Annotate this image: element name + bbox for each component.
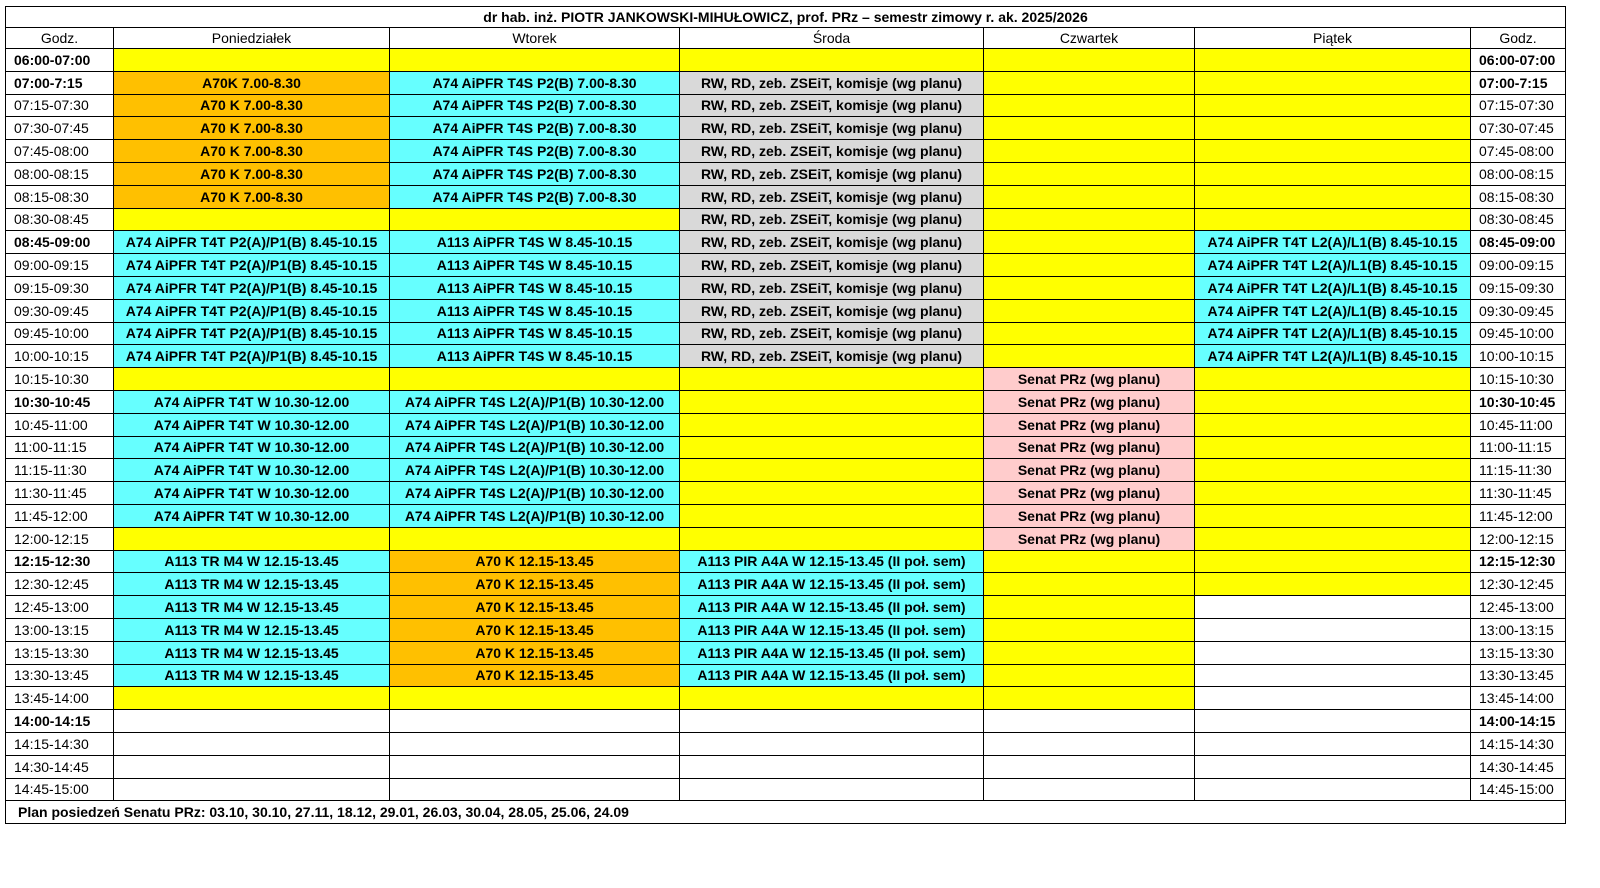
time-slot-row xyxy=(6,208,1566,231)
schedule-cell-thursday xyxy=(984,778,1195,801)
time-label-right: 07:00-7:15 xyxy=(1471,71,1566,94)
time-label-left: 12:00-12:15 xyxy=(6,527,114,550)
schedule-cell-thursday xyxy=(984,573,1195,596)
schedule-cell-tuesday: A74 AiPFR T4S L2(A)/P1(B) 10.30-12.00 xyxy=(390,390,680,413)
schedule-cell-tuesday: A70 K 12.15-13.45 xyxy=(390,596,680,619)
schedule-table xyxy=(5,6,1566,824)
schedule-cell-monday: A70 K 7.00-8.30 xyxy=(114,162,390,185)
schedule-cell-tuesday: A74 AiPFR T4S P2(B) 7.00-8.30 xyxy=(390,94,680,117)
time-slot-row xyxy=(6,254,1566,277)
schedule-cell-monday: A70 K 7.00-8.30 xyxy=(114,140,390,163)
time-slot-row xyxy=(6,550,1566,573)
schedule-cell-tuesday xyxy=(390,49,680,72)
time-slot-row xyxy=(6,527,1566,550)
schedule-cell-thursday xyxy=(984,550,1195,573)
schedule-cell-wednesday: A113 PIR A4A W 12.15-13.45 (II poł. sem) xyxy=(680,641,984,664)
schedule-cell-friday xyxy=(1195,459,1471,482)
schedule-cell-tuesday xyxy=(390,208,680,231)
time-label-right: 11:30-11:45 xyxy=(1471,482,1566,505)
schedule-cell-wednesday: RW, RD, zeb. ZSEiT, komisje (wg planu) xyxy=(680,345,984,368)
time-label-right: 10:00-10:15 xyxy=(1471,345,1566,368)
time-label-left: 13:30-13:45 xyxy=(6,664,114,687)
schedule-cell-monday: A74 AiPFR T4T W 10.30-12.00 xyxy=(114,459,390,482)
schedule-cell-monday xyxy=(114,49,390,72)
schedule-cell-tuesday: A113 AiPFR T4S W 8.45-10.15 xyxy=(390,276,680,299)
schedule-cell-monday xyxy=(114,208,390,231)
time-label-left: 08:45-09:00 xyxy=(6,231,114,254)
time-label-left: 09:45-10:00 xyxy=(6,322,114,345)
schedule-cell-monday xyxy=(114,778,390,801)
schedule-cell-tuesday xyxy=(390,710,680,733)
schedule-cell-tuesday: A113 AiPFR T4S W 8.45-10.15 xyxy=(390,322,680,345)
schedule-cell-friday xyxy=(1195,755,1471,778)
schedule-cell-thursday xyxy=(984,276,1195,299)
schedule-cell-friday: A74 AiPFR T4T L2(A)/L1(B) 8.45-10.15 xyxy=(1195,254,1471,277)
schedule-cell-thursday xyxy=(984,641,1195,664)
header-hours-right: Godz. xyxy=(1471,28,1566,49)
schedule-cell-friday xyxy=(1195,596,1471,619)
time-label-left: 10:15-10:30 xyxy=(6,368,114,391)
schedule-cell-monday: A74 AiPFR T4T P2(A)/P1(B) 8.45-10.15 xyxy=(114,322,390,345)
time-label-left: 12:45-13:00 xyxy=(6,596,114,619)
schedule-cell-monday xyxy=(114,368,390,391)
time-label-left: 11:45-12:00 xyxy=(6,504,114,527)
time-slot-row xyxy=(6,185,1566,208)
schedule-cell-friday xyxy=(1195,687,1471,710)
time-slot-row xyxy=(6,94,1566,117)
header-wednesday: Środa xyxy=(680,28,984,49)
schedule-cell-friday xyxy=(1195,436,1471,459)
time-slot-row xyxy=(6,345,1566,368)
schedule-cell-friday xyxy=(1195,641,1471,664)
schedule-cell-thursday: Senat PRz (wg planu) xyxy=(984,459,1195,482)
time-label-right: 12:30-12:45 xyxy=(1471,573,1566,596)
time-label-left: 07:45-08:00 xyxy=(6,140,114,163)
schedule-cell-wednesday xyxy=(680,755,984,778)
schedule-cell-thursday xyxy=(984,322,1195,345)
time-label-right: 11:00-11:15 xyxy=(1471,436,1566,459)
time-label-left: 06:00-07:00 xyxy=(6,49,114,72)
header-monday: Poniedziałek xyxy=(114,28,390,49)
schedule-cell-monday xyxy=(114,710,390,733)
schedule-cell-monday: A74 AiPFR T4T W 10.30-12.00 xyxy=(114,482,390,505)
schedule-cell-thursday: Senat PRz (wg planu) xyxy=(984,436,1195,459)
schedule-cell-thursday xyxy=(984,185,1195,208)
senate-meetings-note: Plan posiedzeń Senatu PRz: 03.10, 30.10, 27.11, 18.12, 29.01, 26.03, 30.04, 28.05, 25.06, 24.09 xyxy=(6,801,1566,824)
schedule-cell-monday: A74 AiPFR T4T P2(A)/P1(B) 8.45-10.15 xyxy=(114,299,390,322)
schedule-cell-thursday xyxy=(984,299,1195,322)
schedule-cell-tuesday: A70 K 12.15-13.45 xyxy=(390,664,680,687)
time-label-right: 13:15-13:30 xyxy=(1471,641,1566,664)
schedule-cell-tuesday: A74 AiPFR T4S L2(A)/P1(B) 10.30-12.00 xyxy=(390,504,680,527)
schedule-cell-thursday: Senat PRz (wg planu) xyxy=(984,482,1195,505)
schedule-cell-monday: A74 AiPFR T4T W 10.30-12.00 xyxy=(114,390,390,413)
time-label-right: 09:30-09:45 xyxy=(1471,299,1566,322)
schedule-cell-monday: A113 TR M4 W 12.15-13.45 xyxy=(114,664,390,687)
schedule-cell-wednesday: RW, RD, zeb. ZSEiT, komisje (wg planu) xyxy=(680,254,984,277)
schedule-cell-thursday xyxy=(984,117,1195,140)
time-slot-row xyxy=(6,436,1566,459)
schedule-cell-monday: A74 AiPFR T4T W 10.30-12.00 xyxy=(114,413,390,436)
time-slot-row xyxy=(6,664,1566,687)
schedule-cell-wednesday: RW, RD, zeb. ZSEiT, komisje (wg planu) xyxy=(680,71,984,94)
time-label-left: 12:30-12:45 xyxy=(6,573,114,596)
schedule-cell-thursday xyxy=(984,664,1195,687)
time-label-right: 10:30-10:45 xyxy=(1471,390,1566,413)
schedule-cell-friday: A74 AiPFR T4T L2(A)/L1(B) 8.45-10.15 xyxy=(1195,276,1471,299)
schedule-cell-tuesday: A113 AiPFR T4S W 8.45-10.15 xyxy=(390,254,680,277)
schedule-cell-friday xyxy=(1195,185,1471,208)
time-label-left: 10:30-10:45 xyxy=(6,390,114,413)
schedule-cell-thursday xyxy=(984,94,1195,117)
time-slot-row xyxy=(6,231,1566,254)
schedule-cell-wednesday: RW, RD, zeb. ZSEiT, komisje (wg planu) xyxy=(680,185,984,208)
schedule-cell-friday xyxy=(1195,550,1471,573)
time-slot-row xyxy=(6,778,1566,801)
schedule-cell-tuesday: A70 K 12.15-13.45 xyxy=(390,550,680,573)
time-label-right: 14:00-14:15 xyxy=(1471,710,1566,733)
schedule-cell-wednesday: A113 PIR A4A W 12.15-13.45 (II poł. sem) xyxy=(680,573,984,596)
time-label-left: 11:00-11:15 xyxy=(6,436,114,459)
time-label-right: 09:15-09:30 xyxy=(1471,276,1566,299)
schedule-cell-monday: A113 TR M4 W 12.15-13.45 xyxy=(114,641,390,664)
schedule-cell-monday: A113 TR M4 W 12.15-13.45 xyxy=(114,573,390,596)
schedule-cell-tuesday: A74 AiPFR T4S L2(A)/P1(B) 10.30-12.00 xyxy=(390,413,680,436)
time-label-left: 08:30-08:45 xyxy=(6,208,114,231)
schedule-cell-monday xyxy=(114,687,390,710)
time-label-left: 07:30-07:45 xyxy=(6,117,114,140)
time-slot-row xyxy=(6,710,1566,733)
time-slot-row xyxy=(6,459,1566,482)
time-label-right: 07:15-07:30 xyxy=(1471,94,1566,117)
schedule-cell-wednesday: RW, RD, zeb. ZSEiT, komisje (wg planu) xyxy=(680,322,984,345)
time-slot-row xyxy=(6,117,1566,140)
schedule-cell-tuesday: A74 AiPFR T4S L2(A)/P1(B) 10.30-12.00 xyxy=(390,482,680,505)
time-label-left: 14:45-15:00 xyxy=(6,778,114,801)
time-slot-row xyxy=(6,299,1566,322)
schedule-cell-friday xyxy=(1195,413,1471,436)
schedule-cell-monday: A74 AiPFR T4T W 10.30-12.00 xyxy=(114,504,390,527)
schedule-cell-tuesday xyxy=(390,687,680,710)
time-label-right: 10:15-10:30 xyxy=(1471,368,1566,391)
time-label-left: 11:30-11:45 xyxy=(6,482,114,505)
time-slot-row xyxy=(6,276,1566,299)
schedule-cell-monday: A70 K 7.00-8.30 xyxy=(114,94,390,117)
schedule-cell-tuesday: A70 K 12.15-13.45 xyxy=(390,618,680,641)
schedule-cell-tuesday: A74 AiPFR T4S L2(A)/P1(B) 10.30-12.00 xyxy=(390,459,680,482)
schedule-cell-wednesday xyxy=(680,687,984,710)
schedule-cell-friday: A74 AiPFR T4T L2(A)/L1(B) 8.45-10.15 xyxy=(1195,299,1471,322)
schedule-cell-tuesday: A74 AiPFR T4S P2(B) 7.00-8.30 xyxy=(390,140,680,163)
time-slot-row xyxy=(6,504,1566,527)
schedule-cell-friday xyxy=(1195,618,1471,641)
schedule-cell-wednesday xyxy=(680,368,984,391)
time-label-left: 09:30-09:45 xyxy=(6,299,114,322)
schedule-cell-wednesday: A113 PIR A4A W 12.15-13.45 (II poł. sem) xyxy=(680,618,984,641)
schedule-cell-friday xyxy=(1195,732,1471,755)
schedule-cell-monday xyxy=(114,527,390,550)
schedule-cell-monday: A113 TR M4 W 12.15-13.45 xyxy=(114,618,390,641)
schedule-cell-tuesday: A74 AiPFR T4S L2(A)/P1(B) 10.30-12.00 xyxy=(390,436,680,459)
schedule-cell-monday: A74 AiPFR T4T P2(A)/P1(B) 8.45-10.15 xyxy=(114,254,390,277)
time-slot-row xyxy=(6,573,1566,596)
header-row xyxy=(6,28,1566,49)
schedule-cell-thursday: Senat PRz (wg planu) xyxy=(984,504,1195,527)
time-slot-row xyxy=(6,162,1566,185)
header-tuesday: Wtorek xyxy=(390,28,680,49)
schedule-cell-thursday xyxy=(984,618,1195,641)
time-slot-row xyxy=(6,322,1566,345)
schedule-cell-friday xyxy=(1195,117,1471,140)
schedule-cell-wednesday: RW, RD, zeb. ZSEiT, komisje (wg planu) xyxy=(680,299,984,322)
schedule-cell-tuesday: A70 K 12.15-13.45 xyxy=(390,641,680,664)
schedule-cell-tuesday: A74 AiPFR T4S P2(B) 7.00-8.30 xyxy=(390,71,680,94)
time-label-right: 07:30-07:45 xyxy=(1471,117,1566,140)
time-label-right: 13:30-13:45 xyxy=(1471,664,1566,687)
time-label-left: 10:45-11:00 xyxy=(6,413,114,436)
schedule-cell-thursday xyxy=(984,231,1195,254)
time-label-right: 06:00-07:00 xyxy=(1471,49,1566,72)
schedule-cell-friday: A74 AiPFR T4T L2(A)/L1(B) 8.45-10.15 xyxy=(1195,231,1471,254)
time-label-right: 11:15-11:30 xyxy=(1471,459,1566,482)
time-label-right: 13:45-14:00 xyxy=(1471,687,1566,710)
time-slot-row xyxy=(6,49,1566,72)
schedule-cell-monday xyxy=(114,732,390,755)
time-label-right: 12:15-12:30 xyxy=(1471,550,1566,573)
time-label-left: 13:15-13:30 xyxy=(6,641,114,664)
time-label-left: 09:15-09:30 xyxy=(6,276,114,299)
time-label-right: 12:45-13:00 xyxy=(1471,596,1566,619)
time-label-left: 14:00-14:15 xyxy=(6,710,114,733)
schedule-cell-friday xyxy=(1195,482,1471,505)
schedule-cell-friday xyxy=(1195,664,1471,687)
time-label-right: 08:45-09:00 xyxy=(1471,231,1566,254)
schedule-cell-tuesday xyxy=(390,755,680,778)
schedule-cell-thursday xyxy=(984,49,1195,72)
title-row xyxy=(6,7,1566,28)
time-slot-row xyxy=(6,687,1566,710)
time-label-left: 10:00-10:15 xyxy=(6,345,114,368)
time-label-right: 12:00-12:15 xyxy=(1471,527,1566,550)
schedule-cell-wednesday: RW, RD, zeb. ZSEiT, komisje (wg planu) xyxy=(680,231,984,254)
schedule-cell-wednesday: A113 PIR A4A W 12.15-13.45 (II poł. sem) xyxy=(680,664,984,687)
time-slot-row xyxy=(6,390,1566,413)
schedule-cell-wednesday xyxy=(680,482,984,505)
schedule-cell-friday xyxy=(1195,504,1471,527)
time-label-right: 09:45-10:00 xyxy=(1471,322,1566,345)
time-label-right: 08:30-08:45 xyxy=(1471,208,1566,231)
time-label-right: 10:45-11:00 xyxy=(1471,413,1566,436)
schedule-cell-monday: A70 K 7.00-8.30 xyxy=(114,185,390,208)
schedule-cell-monday: A74 AiPFR T4T P2(A)/P1(B) 8.45-10.15 xyxy=(114,276,390,299)
schedule-cell-friday: A74 AiPFR T4T L2(A)/L1(B) 8.45-10.15 xyxy=(1195,345,1471,368)
schedule-cell-tuesday: A70 K 12.15-13.45 xyxy=(390,573,680,596)
schedule-cell-monday: A113 TR M4 W 12.15-13.45 xyxy=(114,596,390,619)
time-label-left: 12:15-12:30 xyxy=(6,550,114,573)
schedule-cell-friday xyxy=(1195,390,1471,413)
schedule-cell-tuesday: A74 AiPFR T4S P2(B) 7.00-8.30 xyxy=(390,117,680,140)
schedule-cell-tuesday: A113 AiPFR T4S W 8.45-10.15 xyxy=(390,345,680,368)
time-label-left: 07:00-7:15 xyxy=(6,71,114,94)
schedule-cell-wednesday: RW, RD, zeb. ZSEiT, komisje (wg planu) xyxy=(680,208,984,231)
schedule-cell-wednesday xyxy=(680,413,984,436)
schedule-cell-thursday: Senat PRz (wg planu) xyxy=(984,527,1195,550)
time-label-right: 08:15-08:30 xyxy=(1471,185,1566,208)
schedule-cell-thursday xyxy=(984,732,1195,755)
schedule-cell-wednesday: RW, RD, zeb. ZSEiT, komisje (wg planu) xyxy=(680,117,984,140)
schedule-cell-friday xyxy=(1195,71,1471,94)
schedule-cell-friday: A74 AiPFR T4T L2(A)/L1(B) 8.45-10.15 xyxy=(1195,322,1471,345)
schedule-cell-friday xyxy=(1195,208,1471,231)
header-thursday: Czwartek xyxy=(984,28,1195,49)
schedule-body xyxy=(6,49,1566,801)
schedule-cell-friday xyxy=(1195,368,1471,391)
schedule-sheet xyxy=(5,6,1566,824)
schedule-cell-thursday xyxy=(984,710,1195,733)
time-label-right: 14:45-15:00 xyxy=(1471,778,1566,801)
time-slot-row xyxy=(6,618,1566,641)
schedule-cell-thursday xyxy=(984,140,1195,163)
time-label-right: 09:00-09:15 xyxy=(1471,254,1566,277)
time-slot-row xyxy=(6,413,1566,436)
schedule-cell-thursday xyxy=(984,687,1195,710)
schedule-cell-monday: A74 AiPFR T4T P2(A)/P1(B) 8.45-10.15 xyxy=(114,345,390,368)
schedule-cell-friday xyxy=(1195,140,1471,163)
schedule-cell-thursday xyxy=(984,254,1195,277)
schedule-cell-wednesday xyxy=(680,710,984,733)
schedule-cell-thursday xyxy=(984,345,1195,368)
schedule-cell-wednesday xyxy=(680,436,984,459)
time-slot-row xyxy=(6,71,1566,94)
time-slot-row xyxy=(6,368,1566,391)
schedule-cell-wednesday: RW, RD, zeb. ZSEiT, komisje (wg planu) xyxy=(680,276,984,299)
time-label-right: 08:00-08:15 xyxy=(1471,162,1566,185)
schedule-cell-monday xyxy=(114,755,390,778)
schedule-cell-thursday: Senat PRz (wg planu) xyxy=(984,390,1195,413)
schedule-cell-monday: A74 AiPFR T4T W 10.30-12.00 xyxy=(114,436,390,459)
schedule-cell-friday xyxy=(1195,162,1471,185)
schedule-cell-friday xyxy=(1195,49,1471,72)
time-label-right: 14:30-14:45 xyxy=(1471,755,1566,778)
schedule-cell-wednesday xyxy=(680,504,984,527)
time-slot-row xyxy=(6,755,1566,778)
schedule-cell-thursday: Senat PRz (wg planu) xyxy=(984,368,1195,391)
header-hours-left: Godz. xyxy=(6,28,114,49)
schedule-cell-tuesday: A74 AiPFR T4S P2(B) 7.00-8.30 xyxy=(390,162,680,185)
header-friday: Piątek xyxy=(1195,28,1471,49)
time-label-left: 08:00-08:15 xyxy=(6,162,114,185)
schedule-cell-thursday xyxy=(984,755,1195,778)
schedule-cell-wednesday: RW, RD, zeb. ZSEiT, komisje (wg planu) xyxy=(680,140,984,163)
footer-row xyxy=(6,801,1566,824)
time-label-left: 07:15-07:30 xyxy=(6,94,114,117)
time-label-left: 14:15-14:30 xyxy=(6,732,114,755)
time-slot-row xyxy=(6,482,1566,505)
schedule-cell-wednesday xyxy=(680,49,984,72)
schedule-cell-thursday xyxy=(984,596,1195,619)
schedule-cell-wednesday xyxy=(680,732,984,755)
schedule-cell-thursday xyxy=(984,208,1195,231)
schedule-cell-tuesday xyxy=(390,732,680,755)
time-label-left: 13:00-13:15 xyxy=(6,618,114,641)
schedule-cell-friday xyxy=(1195,573,1471,596)
schedule-cell-wednesday xyxy=(680,527,984,550)
time-label-left: 11:15-11:30 xyxy=(6,459,114,482)
time-label-right: 13:00-13:15 xyxy=(1471,618,1566,641)
time-slot-row xyxy=(6,641,1566,664)
schedule-cell-wednesday xyxy=(680,390,984,413)
time-slot-row xyxy=(6,732,1566,755)
time-label-right: 11:45-12:00 xyxy=(1471,504,1566,527)
time-label-left: 08:15-08:30 xyxy=(6,185,114,208)
schedule-cell-monday: A70K 7.00-8.30 xyxy=(114,71,390,94)
schedule-cell-thursday xyxy=(984,162,1195,185)
schedule-cell-tuesday: A113 AiPFR T4S W 8.45-10.15 xyxy=(390,299,680,322)
schedule-cell-thursday xyxy=(984,71,1195,94)
schedule-cell-friday xyxy=(1195,94,1471,117)
schedule-cell-wednesday xyxy=(680,459,984,482)
time-label-right: 14:15-14:30 xyxy=(1471,732,1566,755)
schedule-cell-monday: A74 AiPFR T4T P2(A)/P1(B) 8.45-10.15 xyxy=(114,231,390,254)
schedule-cell-wednesday: A113 PIR A4A W 12.15-13.45 (II poł. sem) xyxy=(680,550,984,573)
schedule-cell-thursday: Senat PRz (wg planu) xyxy=(984,413,1195,436)
schedule-cell-friday xyxy=(1195,778,1471,801)
time-label-left: 09:00-09:15 xyxy=(6,254,114,277)
schedule-title: dr hab. inż. PIOTR JANKOWSKI-MIHUŁOWICZ, prof. PRz – semestr zimowy r. ak. 2025/2026 xyxy=(6,7,1566,28)
schedule-cell-tuesday: A113 AiPFR T4S W 8.45-10.15 xyxy=(390,231,680,254)
schedule-cell-friday xyxy=(1195,527,1471,550)
schedule-cell-wednesday xyxy=(680,778,984,801)
time-slot-row xyxy=(6,140,1566,163)
schedule-cell-wednesday: RW, RD, zeb. ZSEiT, komisje (wg planu) xyxy=(680,94,984,117)
schedule-cell-wednesday: A113 PIR A4A W 12.15-13.45 (II poł. sem) xyxy=(680,596,984,619)
schedule-cell-tuesday: A74 AiPFR T4S P2(B) 7.00-8.30 xyxy=(390,185,680,208)
time-label-left: 14:30-14:45 xyxy=(6,755,114,778)
schedule-cell-friday xyxy=(1195,710,1471,733)
time-label-right: 07:45-08:00 xyxy=(1471,140,1566,163)
time-slot-row xyxy=(6,596,1566,619)
schedule-cell-monday: A70 K 7.00-8.30 xyxy=(114,117,390,140)
schedule-cell-wednesday: RW, RD, zeb. ZSEiT, komisje (wg planu) xyxy=(680,162,984,185)
schedule-cell-monday: A113 TR M4 W 12.15-13.45 xyxy=(114,550,390,573)
schedule-cell-tuesday xyxy=(390,368,680,391)
schedule-cell-tuesday xyxy=(390,778,680,801)
schedule-cell-tuesday xyxy=(390,527,680,550)
time-label-left: 13:45-14:00 xyxy=(6,687,114,710)
